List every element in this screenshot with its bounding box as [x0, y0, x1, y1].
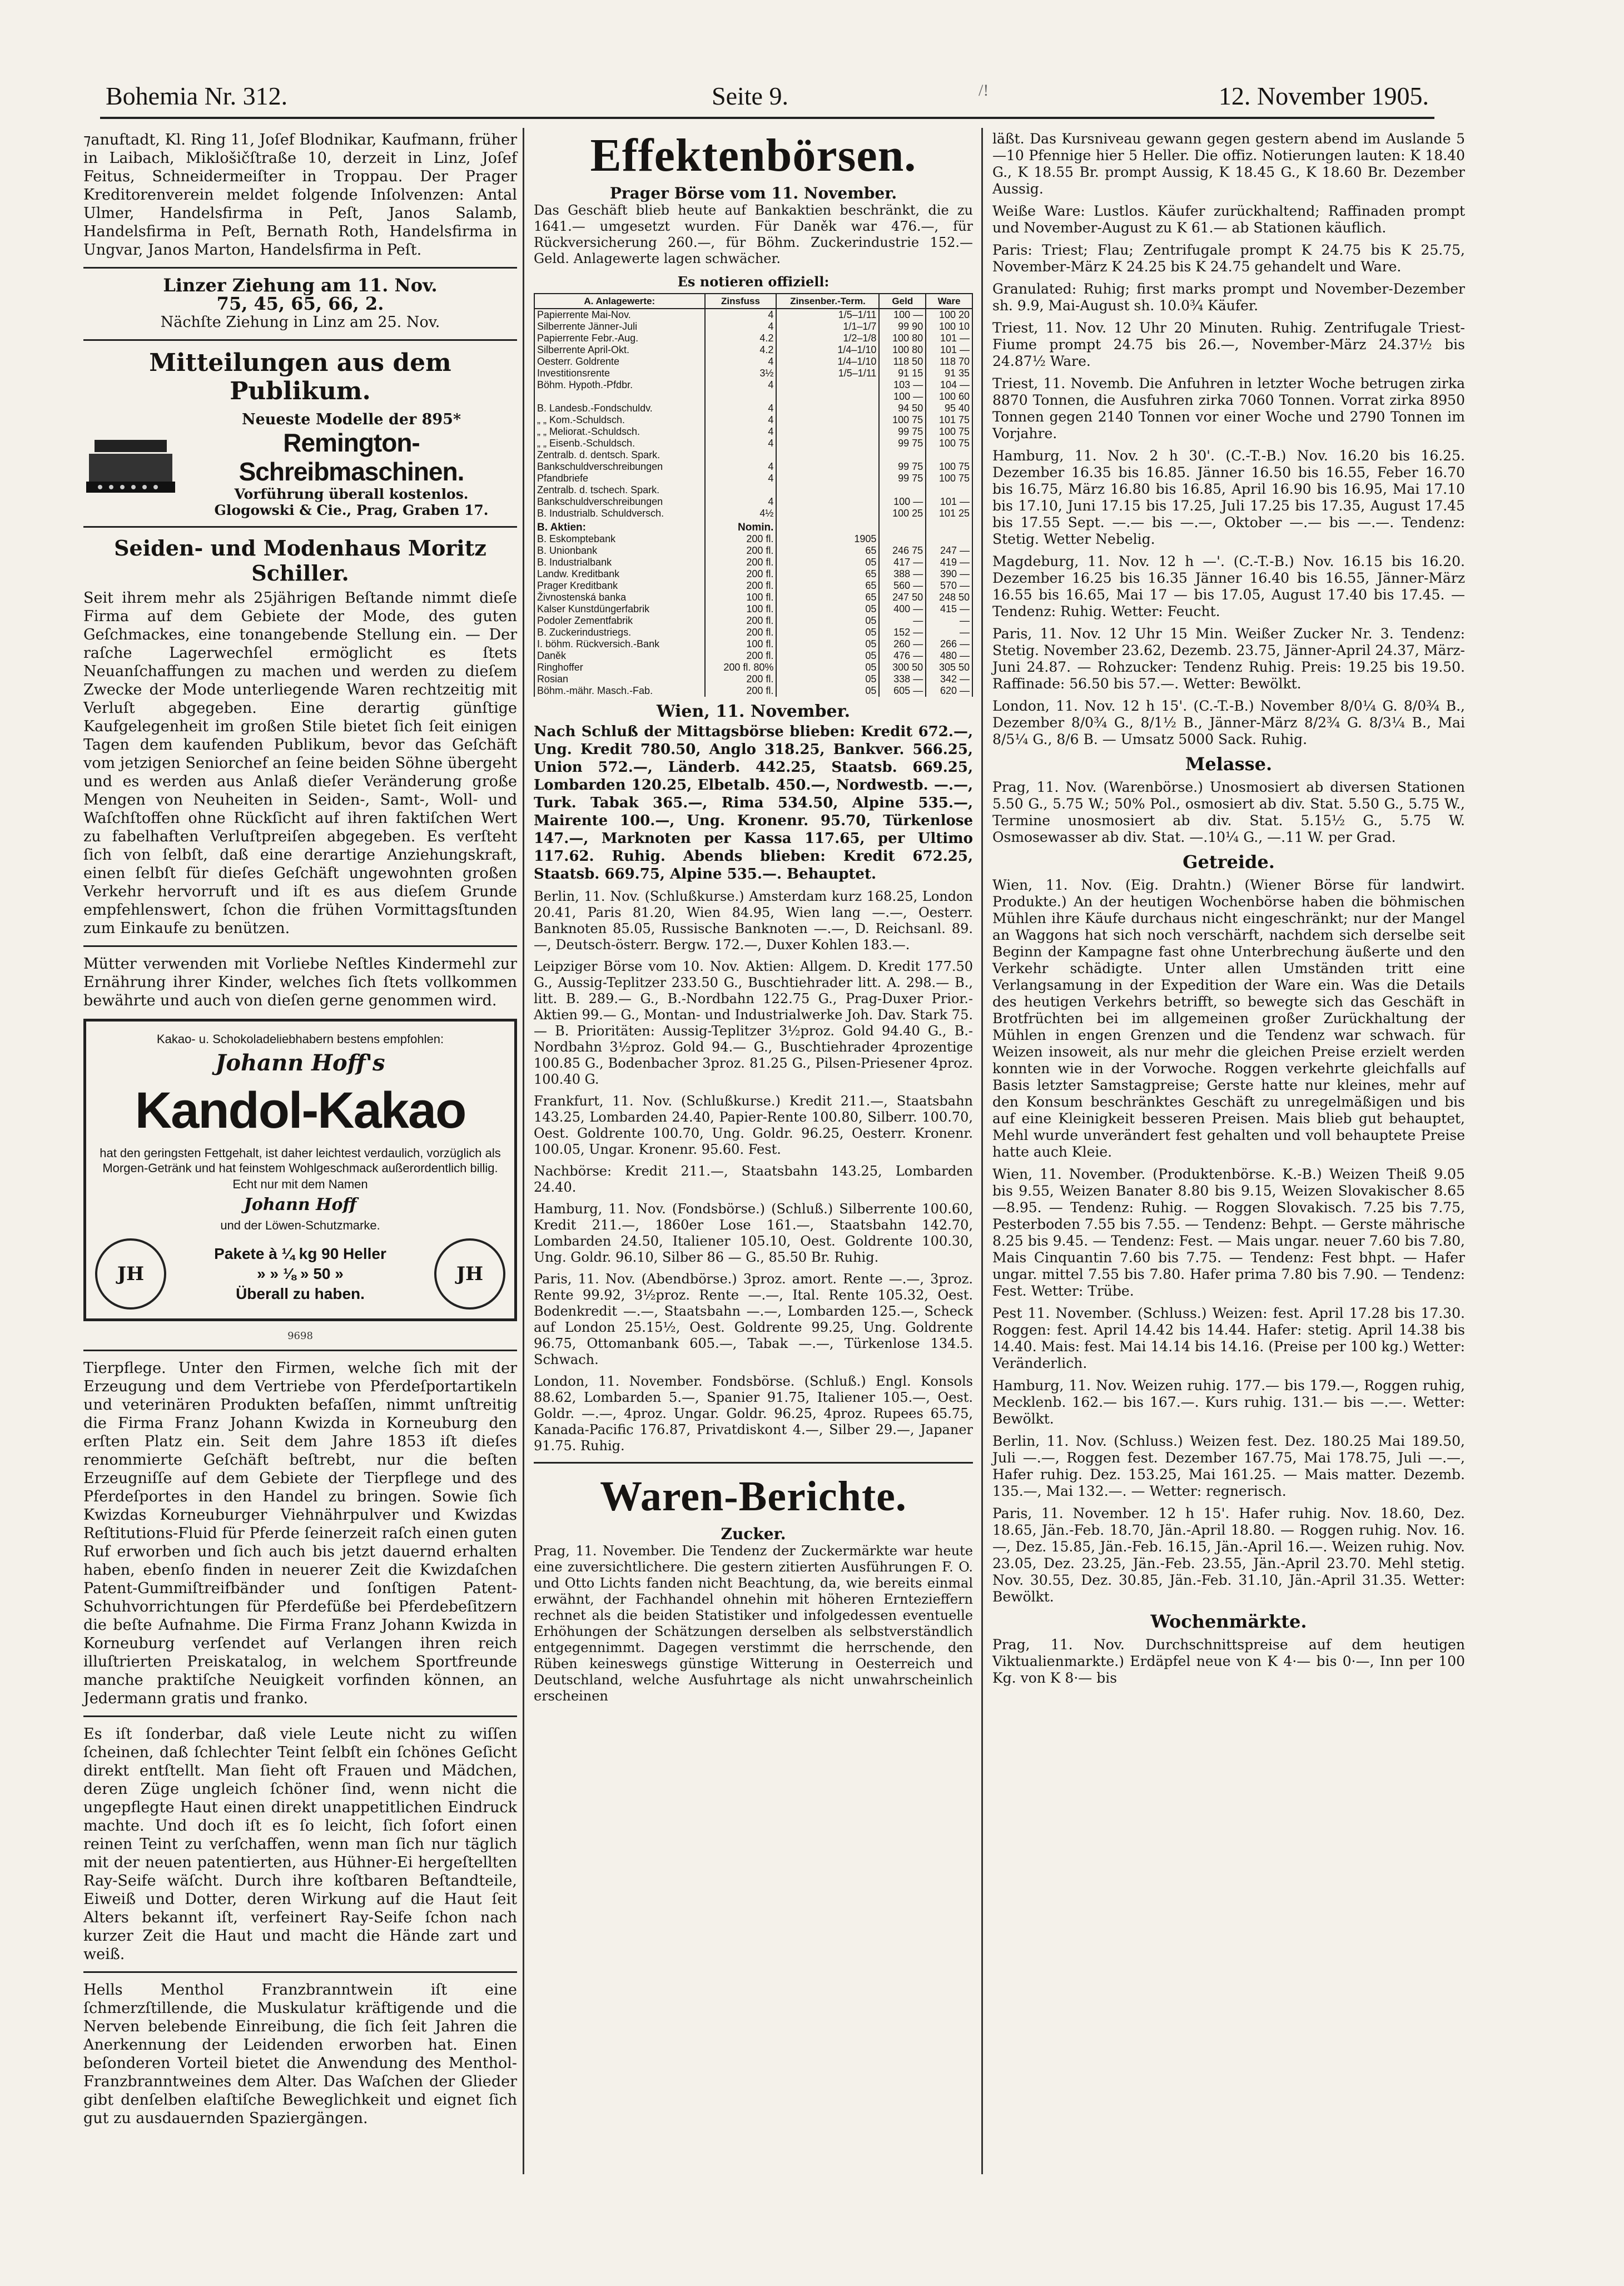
table-cell — [776, 508, 879, 519]
kandol-kakao-ad — [83, 1019, 517, 1321]
table-cell: B. Aktien: — [534, 519, 705, 533]
table-cell — [926, 449, 972, 461]
table-cell: Landw. Kreditbank — [534, 568, 705, 580]
column-middle — [534, 131, 973, 1710]
table-cell: 05 — [776, 638, 879, 650]
table-cell: 417 — — [879, 557, 926, 568]
table-row — [534, 473, 972, 484]
table-cell — [776, 379, 879, 391]
table-cell: — — [879, 615, 926, 627]
divider — [83, 526, 517, 528]
table-row — [534, 344, 972, 356]
seiden-text: Seit ihrem mehr als 25jährigen Beſtande nimmt dieſe Firma auf dem Gebiete der Mode, des guten Geſchmackes, eine tonangebende Stellung ein. — Der raſche Lagerwechſel ermöglicht es ſtets Neuanſchaffungen zu machen und werden zu dieſem Zwecke der Mode unterliegende Waren rechtzeitig mit Verluſt abgegeben. Eine derartig günſtige Kaufgelegenheit im großen Stile bietet ſich ſeit einigen Tagen dem kaufenden Publikum, bevor das Geſchäft vom jetzigen Seniorchef an ſeine beiden Söhne übergeht und es werden aus Anlaß dieſer Veränderung große Mengen von Neuheiten in Seiden-, Samt-, Woll- und Waſchſtoffen ohne Rückſicht auf ihren faktiſchen Wert zu fabelhaften Verluſtpreiſen abgegeben. Es verſteht ſich von ſelbſt, daß eine derartige Anziehungskraft, einen ſelbſt für dieſes Geſchäft ungewohnten großen Verkehr hervorruft und iſt es aus dieſem Grunde empfehlenswert, ſchon die frühen Vormittagsſtunden zum Einkaufe zu benützen. — [83, 589, 517, 937]
table-cell: Prager Kreditbank — [534, 580, 705, 592]
table-cell: Silberrente April-Okt. — [534, 344, 705, 356]
market-paragraph: Wien, 11. November. (Produktenbörse. K.-B.) Weizen Theiß 9.05 bis 9.55, Weizen Banater 8.80 bis 9.15, Weizen Slovakischer 8.65—8.95. — Tendenz: Ruhig. — Roggen Slovakisch. 7.25 bis 7.75, Pesterboden 7.55 bis 7.55. — Tendenz: Behpt. — Gerste mährische 8.25 bis 9.45. — Tendenz: Fest. — Mais ungar. neuer 7.60 bis 7.80, Mais Cinquantin 7.60 bis 7.75. — Tendenz: Fest bhpt. — Hafer ungar. mittel 7.55 bis 7.80. Hafer prima 7.80 bis 7.90. — Tendenz: Fest. Wetter: Trübe. — [992, 1166, 1465, 1299]
table-row — [534, 379, 972, 391]
table-row — [534, 461, 972, 473]
table-cell: 101 75 — [926, 414, 972, 426]
section-title-warenberichte: Waren-Berichte. — [600, 1473, 907, 1520]
exchange-intro: Das Geschäft blieb heute auf Bankaktien beschränkt, die zu 1641.— umgesetzt wurden. Für Daněk war 476.—, für Rückversicherung 260.—, für Böhm. Zuckerindustrie 152.— Geld. Anlagewerte lagen schwächer. — [534, 202, 973, 266]
table-cell: B. Zuckerindustriegs. — [534, 627, 705, 638]
page-header — [100, 78, 1434, 119]
table-cell — [776, 496, 879, 508]
table-cell: 94 50 — [879, 403, 926, 414]
table-cell: B. Eskomptebank — [534, 533, 705, 545]
table-cell: „ „ Kom.-Schuldsch. — [534, 414, 705, 426]
table-cell: 101 — — [926, 333, 972, 344]
header-paper-number: Bohemia Nr. 312. — [106, 82, 288, 110]
table-cell: B. Landesb.-Fondschuldv. — [534, 403, 705, 414]
table-cell: 95 40 — [926, 403, 972, 414]
table-cell: 200 fl. — [705, 685, 777, 697]
zucker-text: Prag, 11. November. Die Tendenz der Zuckermärkte war heute eine zuversichtlichere. Die gestern zitierten Ausführungen F. O. und Otto Lichts fanden nicht Beachtung, da, wie bereits einmal erwähnt, der Fachhandel ohnehin mit höheren Erntezieffern rechnet als die beiden Statistiker und infolgedessen eventuelle Erhöhungen der Schätzungen derselben als selbstverständlich entgegennimmt. Dagegen verstimmt die herrschende, den Rüben keineswegs günstige Witterung in Oesterreich und Deutschland, welche Ausfuhrtage als nicht unwahrscheinlich erscheinen — [534, 1543, 973, 1704]
market-paragraph: Prag, 11. Nov. Durchschnittspreise auf dem heutigen Viktualienmarkte.) Erdäpfel neue von K 4·— bis 0·—, Inn per 100 Kg. von K 8·— bis — [992, 1637, 1465, 1686]
ad-description: hat den geringsten Fettgehalt, ist daher leichtest verdaulich, vorzüglich als Morgen-Getränk und hat feinstem Wohlgeschmack außerordentlich billig. — [100, 1146, 501, 1175]
table-cell: 388 — — [879, 568, 926, 580]
ad-brand: Kandol-Kakao — [135, 1082, 466, 1139]
table-cell — [776, 391, 879, 403]
table-cell: 65 — [776, 580, 879, 592]
leipzig-text: Leipziger Börse vom 10. Nov. Aktien: Allgem. D. Kredit 177.50 G., Aussig-Teplitzer 233.50 G., Buschtiehrader litt. A. 298.— B., litt. B. 289.— G., B.-Nordbahn 122.75 G., Prag-Duxer Prior.-Aktien 99.— G., Montan- und Industrialwerke Joh. Dav. Stark 75.— B. Prioritäten: Aussig-Teplitzer 3½proz. Gold 94.40 G., B.-Nordbahn 3½proz. Gold 94.— G., Buschtiehrader 4prozentige 100.85 G., Bodenbacher 3proz. 81.25 G., Pilsen-Priesener 4proz. 100.40 G. — [534, 959, 973, 1087]
seiden-title: Seiden- und Modenhaus Moritz Schiller. — [114, 535, 486, 586]
ad-price-2: » » ⅛ » 50 » — [257, 1265, 344, 1282]
table-cell: 100 60 — [926, 391, 972, 403]
table-cell: 100 — — [879, 309, 926, 321]
market-paragraph: Wien, 11. Nov. (Eig. Drahtn.) (Wiener Börse für landwirt. Produkte.) An der heutigen Wochenbörse haben die böhmischen Mühlen ihre Käufe durchaus nicht eingeschränkt; nur der Mangel an Waggons hat sich noch verschärft, nachdem sich derselbe seit Beginn der Kampagne fast ohne Unterbrechung äußerte und den Verkehr schädigte. Unter allen Umständen tritt eine Verlangsamung in der Expedition der Ware ein. Was die Details des heutigen Verkehrs betrifft, so bewegte sich das Geschäft in Brotfrüchten bei im allgemeinen großer Zurückhaltung der Mühlen in engen Grenzen und die Tendenz war schwach. für Weizen insoweit, als nur mehr die gleichen Preise erzielt werden konnten wie in der Vorwoche. Roggen verkehrte gleichfalls auf Basis letzter Samstagpreise; Gerste hatte nur kleines, mehr auf den Konsum beschränktes Geschäft zu unregelmäßigen und bis auf eine Kleinigkeit besseren Preisen. Mais blieb gut behauptet, Mehl wurde unverändert fest gehalten und voll behauptete Preise hatte auch Kleie. — [992, 877, 1465, 1160]
zucker-heading: Zucker. — [721, 1525, 786, 1543]
table-cell: 05 — [776, 662, 879, 673]
table-cell — [926, 484, 972, 496]
table-cell: 200 fl. — [705, 557, 777, 568]
table-cell: 100 75 — [926, 473, 972, 484]
table-cell: 100 20 — [926, 309, 972, 321]
table-cell: 560 — — [879, 580, 926, 592]
table-cell: 338 — — [879, 673, 926, 685]
table-cell — [776, 426, 879, 438]
market-paragraph: Granulated: Ruhig; first marks prompt und November-Dezember sh. 9.9, Mai-August sh. 10.0¾ Käufer. — [992, 281, 1465, 314]
table-cell: 100 10 — [926, 321, 972, 333]
lottery-title: Linzer Ziehung am 11. Nov. — [163, 275, 438, 296]
table-cell: — — [926, 615, 972, 627]
table-cell: 91 15 — [879, 368, 926, 379]
table-cell — [879, 484, 926, 496]
table-cell: Investitionsrente — [534, 368, 705, 379]
table-cell: Bankschuldverschreibungen — [534, 496, 705, 508]
table-header: Ware — [926, 294, 972, 309]
table-cell: 100 75 — [879, 414, 926, 426]
table-row — [534, 662, 972, 673]
table-cell: 1/5–1/11 — [776, 368, 879, 379]
table-cell: 100 fl. — [705, 592, 777, 603]
table-cell: 200 fl. — [705, 568, 777, 580]
table-cell: 4 — [705, 438, 777, 449]
table-row — [534, 403, 972, 414]
table-cell: 247 — — [926, 545, 972, 557]
table-cell: 415 — — [926, 603, 972, 615]
table-row — [534, 484, 972, 496]
table-cell: 152 — — [879, 627, 926, 638]
table-row — [534, 580, 972, 592]
ad-price-1: Pakete à ¼ kg 90 Heller — [214, 1245, 386, 1262]
wochenmaerkte-heading: Wochenmärkte. — [1150, 1611, 1307, 1632]
table-row — [534, 321, 972, 333]
table-cell: 91 35 — [926, 368, 972, 379]
table-row — [534, 426, 972, 438]
table-cell: 480 — — [926, 650, 972, 662]
market-paragraph: London, 11. Nov. 12 h 15'. (C.-T.-B.) November 8/0¼ G. 8/0¾ B., Dezember 8/0¾ G., 8/1½ B., Jänner-März 8/2¾ G. 8/3¼ B., Mai 8/5¼ G., 8/6 B. — Umsatz 5000 Sack. Ruhig. — [992, 698, 1465, 747]
table-cell: 342 — — [926, 673, 972, 685]
ad-number: 9698 — [287, 1330, 313, 1342]
table-cell — [705, 449, 777, 461]
market-paragraph: Hamburg, 11. Nov. Weizen ruhig. 177.— bis 179.—, Roggen ruhig, Mecklenb. 162.— bis 167.—. Kurs ruhig. 131.— bis —.—. Wetter: Bewölkt. — [992, 1377, 1465, 1427]
table-cell — [926, 519, 972, 533]
table-cell — [534, 391, 705, 403]
table-cell: 100 — — [879, 496, 926, 508]
market-paragraph: Triest, 11. Novemb. Die Anfuhren in letzter Woche betrugen zirka 8870 Tonnen, die Ausfuhren zirka 7060 Tonnen. Vorrat zirka 8950 Tonnen gegen 2140 Tonnen vor einer Woche und 2790 Tonnen im Vorjahre. — [992, 375, 1465, 442]
table-cell: Pfandbriefe — [534, 473, 705, 484]
table-cell: 4.2 — [705, 344, 777, 356]
section-title-publikum: Mitteilungen aus dem Publikum. — [149, 349, 451, 405]
table-row — [534, 568, 972, 580]
table-row — [534, 592, 972, 603]
market-paragraph: Prag, 11. Nov. (Warenbörse.) Unosmosiert ab diversen Stationen 5.50 G., 5.75 W.; 50% Pol., osmosiert ab div. Stat. 5.50 G., 5.75 W., Termine unosmosiert ab div. Stat. 5.15½ G., 5.75 W. Osmosewasser ab div. Stat. —.10¼ G., —.11 W. per Grad. — [992, 779, 1465, 845]
table-cell: 4 — [705, 356, 777, 368]
table-cell: 200 fl. — [705, 533, 777, 545]
remington-line-3: Vorführung überall kostenlos. — [234, 486, 469, 502]
divider — [83, 267, 517, 269]
table-cell: 65 — [776, 592, 879, 603]
market-paragraph: Pest 11. November. (Schluss.) Weizen: fest. April 17.28 bis 17.30. Roggen: fest. April 14.42 bis 14.44. Hafer: stetig. April 14.38 bis 14.40. Mais: fest. Mai 14.14 bis 14.16. (Preise per 100 kg.) Wetter: Veränderlich. — [992, 1305, 1465, 1371]
table-cell: 390 — — [926, 568, 972, 580]
section-title-effektenboersen: Effektenbörsen. — [590, 130, 917, 181]
table-cell — [879, 519, 926, 533]
table-cell: 05 — [776, 673, 879, 685]
menthol-text: Hells Menthol Franzbranntwein iſt eine ſchmerzſtillende, die Muskulatur kräftigende und die Nerven belebende Einreibung, die ſich ſeit Jahren die Anerkennung der Leidenden erworben hat. Einen beſonderen Vorteil bietet die Anwendung des Menthol-Franzbranntweines dem Alter. Das Waſchen der Glieder gibt denſelben elaſtiſche Beweglichkeit und eignet ſich gut zu ausdauernden Spaziergängen. — [83, 1981, 517, 2127]
table-row — [534, 533, 972, 545]
table-cell: 1/4–1/10 — [776, 356, 879, 368]
market-paragraph: Triest, 11. Nov. 12 Uhr 20 Minuten. Ruhig. Zentrifugale Triest-Fiume prompt 24.75 bis 26.—, November-März 24.37½ bis 24.87½ Ware. — [992, 320, 1465, 369]
ad-trademark: und der Löwen-Schutzmarke. — [220, 1218, 380, 1232]
table-cell: 100 fl. — [705, 638, 777, 650]
table-row — [534, 627, 972, 638]
table-cell — [776, 414, 879, 426]
table-cell: 99 75 — [879, 473, 926, 484]
table-cell: 99 75 — [879, 426, 926, 438]
table-cell: Živnostenská banka — [534, 592, 705, 603]
table-cell — [705, 484, 777, 496]
table-cell: 4 — [705, 473, 777, 484]
table-row — [534, 368, 972, 379]
london-text: London, 11. November. Fondsbörse. (Schluß.) Engl. Konsols 88.62, Lombarden 5.—, Spanier 91.75, Italiener 105.—, Oest. Goldr. —.—, 4proz. Ungar. Goldr. 96.25, 4proz. Rupees 65.75, Kanada-Pacific 176.87, Privatdiskont 4.—, Silber 29.—, Japaner 91.75. Ruhig. — [534, 1373, 973, 1454]
table-row — [534, 356, 972, 368]
table-cell: 118 50 — [879, 356, 926, 368]
table-cell: 99 90 — [879, 321, 926, 333]
table-cell: 200 fl. 80% — [705, 662, 777, 673]
table-cell: Zentralb. d. dentsch. Spark. — [534, 449, 705, 461]
ad-line-1: Kakao- u. Schokoladeliebhabern bestens empfohlen: — [156, 1032, 444, 1046]
table-cell: Kalser Kunstdüngerfabrik — [534, 603, 705, 615]
table-cell: 4 — [705, 309, 777, 321]
table-cell: 605 — — [879, 685, 926, 697]
table-row — [534, 557, 972, 568]
table-row — [534, 449, 972, 461]
market-paragraph: Paris, 11. Nov. 12 Uhr 15 Min. Weißer Zucker Nr. 3. Tendenz: Stetig. November 23.62, Dezemb. 23.75, Jänner-April 24.37, März-Juni 24.87. — Rohzucker: Tendenz Ruhig. Preis: 19.25 bis 19.50. Raffinade: 56.50 bis 57.—. Wetter: Bewölkt. — [992, 626, 1465, 692]
berlin-text: Berlin, 11. Nov. (Schlußkurse.) Amsterdam kurz 168.25, London 20.41, Paris 81.20, Wien 84.95, Wien lang —.—, Oesterr. Banknoten 85.05, Russische Banknoten —.—, D. Reichsanl. 89.—, Deutsch-österr. Bergw. 172.—, Duxer Kohlen 183.—. — [534, 889, 973, 953]
table-row — [534, 673, 972, 685]
table-cell: Zentralb. d. tschech. Spark. — [534, 484, 705, 496]
ad-maker: Johann Hoff's — [215, 1050, 385, 1076]
table-row — [534, 650, 972, 662]
table-cell: 419 — — [926, 557, 972, 568]
table-cell: Papierrente Febr.-Aug. — [534, 333, 705, 344]
header-date: 12. November 1905. — [1218, 82, 1429, 110]
divider — [83, 1350, 517, 1351]
market-paragraph: Weiße Ware: Lustlos. Käufer zurückhaltend; Raffinaden prompt und November-August zu K 61.— ab Stationen käuflich. — [992, 203, 1465, 236]
table-cell: Bankschuldverschreibungen — [534, 461, 705, 473]
table-cell: 1/1–1/7 — [776, 321, 879, 333]
table-cell: 476 — — [879, 650, 926, 662]
table-header: Zinsenber.-Term. — [776, 294, 879, 309]
table-cell: 305 50 — [926, 662, 972, 673]
table-cell: 200 fl. — [705, 545, 777, 557]
divider — [83, 339, 517, 341]
nachboerse-text: Nachbörse: Kredit 211.—, Staatsbahn 143.25, Lombarden 24.40. — [534, 1163, 973, 1195]
table-header: Geld — [879, 294, 926, 309]
table-cell — [879, 533, 926, 545]
header-mark: /! — [979, 81, 989, 100]
table-cell: 570 — — [926, 580, 972, 592]
table-cell: 200 fl. — [705, 580, 777, 592]
remington-brand: Remington-Schreibmaschinen. — [239, 428, 464, 486]
market-paragraph: Berlin, 11. Nov. (Schluss.) Weizen fest. Dez. 180.25 Mai 189.50, Juli —.—, Roggen fest. Dezember 167.75, Mai 178.75, Juli —.—, Hafer ruhig. Dez. 153.25, Mai 161.25. — Mais matter. Dezemb. 135.—, Mai 132.—. — Wetter: regnerisch. — [992, 1433, 1465, 1499]
table-cell — [776, 449, 879, 461]
table-cell: 300 50 — [879, 662, 926, 673]
table-cell: 4 — [705, 426, 777, 438]
sonderbar-text: Es iſt ſonderbar, daß viele Leute nicht zu wiſſen ſcheinen, daß ſchlechter Teint ſelbſt ein ſchönes Geſicht direkt entſtellt. Man ſieht oft Frauen und Mädchen, deren Züge ungleich ſchöner ſind, wenn nicht die ungepflegte Haut einen direkt unappetitlichen Eindruck machte. Und doch iſt es ſo leicht, ſich ſofort einen reinen Teint zu verſchaffen, wenn man ſich nur täglich mit der neuen patentierten, aus Hühner-Ei hergeſtellten Ray-Seife wäſcht. Durch ihre koſtbaren Beſtandteile, Eiweiß und Dotter, deren Wirkung auf die Haut ſeit Alters bekannt iſt, verfeinert Ray-Seife ſchon nach kurzer Zeit die Haut und macht die Hände zart und weiß. — [83, 1725, 517, 1963]
ad-genuine: Echt nur mit dem Namen — [232, 1177, 368, 1191]
table-cell: 4.2 — [705, 333, 777, 344]
table-cell: 05 — [776, 615, 879, 627]
table-cell: 4 — [705, 461, 777, 473]
table-cell — [776, 473, 879, 484]
table-cell: 101 25 — [926, 508, 972, 519]
table-cell — [776, 461, 879, 473]
wien-text: Nach Schluß der Mittagsbörse blieben: Kredit 672.—, Ung. Kredit 780.50, Anglo 318.25, Bankver. 566.25, Union 572.—, Länderb. 442.25, Staatsb. 669.25, Lombarden 120.25, Elbetalb. 450.—, Nordwestb. —.—, Turk. Tabak 365.—, Rima 534.50, Alpine 535.—, Mairente 100.—, Ung. Kronenr. 95.70, Türkenlose 147.—, Marknoten per Kassa 117.65, per Ultimo 117.62. Ruhig. Abends blieben: Kredit 672.25, Staatsb. 669.75, Alpine 535.—. Behauptet. — [534, 723, 973, 882]
table-cell — [776, 403, 879, 414]
table-cell: 200 fl. — [705, 673, 777, 685]
table-cell: 100 25 — [879, 508, 926, 519]
table-cell: 65 — [776, 545, 879, 557]
table-cell: 103 — — [879, 379, 926, 391]
remington-ad — [83, 411, 517, 518]
table-cell — [776, 484, 879, 496]
table-cell: 05 — [776, 650, 879, 662]
quotes-table — [534, 293, 973, 697]
prague-exchange-subtitle: Prager Börse vom 11. November. — [609, 184, 897, 202]
melasse-heading: Melasse. — [1185, 753, 1273, 775]
frankfurt-text: Frankfurt, 11. Nov. (Schlußkurse.) Kredit 211.—, Staatsbahn 143.25, Lombarden 24.40, Papier-Rente 100.80, Silberr. 100.70, Oest. Goldrente 100.70, Ung. Goldr. 96.25, Oesterr. Kronenr. 100.05, Ungar. Kronenr. 95.60. Fest. — [534, 1093, 973, 1157]
table-cell: 100 — — [879, 391, 926, 403]
table-cell: 100 75 — [926, 426, 972, 438]
table-cell — [705, 391, 777, 403]
table-cell: 620 — — [926, 685, 972, 697]
table-cell: 1905 — [776, 533, 879, 545]
table-cell: Ringhoffer — [534, 662, 705, 673]
table-cell: 4 — [705, 414, 777, 426]
table-cell: Podoler Zementfabrik — [534, 615, 705, 627]
table-cell: 200 fl. — [705, 615, 777, 627]
tierpflege-text: Tierpflege. Unter den Firmen, welche ſich mit der Erzeugung und dem Vertriebe von Pferdeſportartikeln und veterinären Produkten befaſſen, nimmt unſtreitig die Firma Franz Johann Kwizda in Korneuburg den erſten Platz ein. Seit dem Jahre 1853 iſt dieſes renommierte Geſchäft beſtrebt, nur die beſten Erzeugniſſe auf dem Gebiete der Tierpflege und des Pferdeſportes in den Handel zu bringen. Sowie ſich Kwizdas Korneuburger Viehnährpulver und Kwizdas Reſtitutions-Fluid für Pferde ſeinerzeit raſch einen guten Ruf erworben und ſich auch bis jetzt dauernd erhalten haben, ebenſo finden in neuerer Zeit die Kwizdaſchen Patent-Gummiſtreifbänder und ſonſtigen Patent-Schuhvorrichtungen für Pferdefüße bei Pferdebeſitzern die beſte Aufnahme. Die Firma Franz Johann Kwizda in Korneuburg verſendet auf Verlangen ihren reich illuſtrierten Preiskatalog, in welchem Sportfreunde manche praktiſche Neuigkeit vorfinden können, an Jedermann gratis und franko. — [83, 1360, 517, 1707]
table-cell: 05 — [776, 627, 879, 638]
table-cell: 260 — — [879, 638, 926, 650]
table-cell — [879, 449, 926, 461]
column-rule — [523, 128, 524, 2174]
table-cell: 100 75 — [926, 438, 972, 449]
table-cell: 65 — [776, 568, 879, 580]
table-cell: 100 75 — [926, 461, 972, 473]
table-row — [534, 603, 972, 615]
table-cell — [776, 438, 879, 449]
table-cell: 99 75 — [879, 461, 926, 473]
table-cell: 1/5–1/11 — [776, 309, 879, 321]
wien-heading: Wien, 11. November. — [656, 702, 851, 721]
table-cell: „ „ Eisenb.-Schuldsch. — [534, 438, 705, 449]
getreide-heading: Getreide. — [1183, 851, 1275, 872]
table-cell: 248 50 — [926, 592, 972, 603]
table-cell: 118 70 — [926, 356, 972, 368]
ad-availability: Überall zu haben. — [236, 1285, 365, 1302]
market-paragraph: Hamburg, 11. Nov. 2 h 30'. (C.-T.-B.) Nov. 16.20 bis 16.25. Dezember 16.35 bis 16.85. Jänner 16.50 bis 16.55, Feber 16.70 bis 16.75, März 16.80 bis 16.85, April 16.90 bis 16.95, Mai 17.10 bis 17.10, Juni 17.15 bis 17.25, Juli 17.25 bis 17.35, August 17.45 bis 17.55 Sept. —.— bis —.—, Oktober —.— bis —.—. Tendenz: Stetig. Wetter Nebelig. — [992, 448, 1465, 547]
table-cell: Papierrente Mai-Nov. — [534, 309, 705, 321]
lion-seal-icon: JH — [95, 1238, 166, 1310]
header-page-number: Seite 9. — [712, 82, 788, 110]
table-row — [534, 638, 972, 650]
table-cell: 4 — [705, 379, 777, 391]
official-quotes-label: Es notieren offiziell: — [677, 274, 830, 290]
table-cell: 4 — [705, 403, 777, 414]
lottery-numbers: 75, 45, 65, 66, 2. — [216, 293, 384, 314]
table-row — [534, 545, 972, 557]
table-cell: 101 — — [926, 496, 972, 508]
table-row — [534, 496, 972, 508]
table-cell: 247 50 — [879, 592, 926, 603]
table-cell — [926, 533, 972, 545]
remington-address: Glogowski & Cie., Prag, Graben 17. — [214, 502, 489, 518]
table-row — [534, 391, 972, 403]
table-row — [534, 333, 972, 344]
table-cell: 4½ — [705, 508, 777, 519]
table-cell: 05 — [776, 557, 879, 568]
table-row — [534, 615, 972, 627]
table-cell: B. Unionbank — [534, 545, 705, 557]
table-cell: 3½ — [705, 368, 777, 379]
table-header: Zinsfuss — [705, 294, 777, 309]
paris-text: Paris, 11. Nov. (Abendbörse.) 3proz. amort. Rente —.—, 3proz. Rente 99.92, 3½proz. Rente —.—, Ital. Rente 105.32, Oest. Bodenkredit —.—, Staatsbahn —.—, Lombarden 125.—, Scheck auf London 25.15½, Oest. Goldrente 99.25, Ung. Goldrente 96.75, Ottomanbank 605.—, Tabak —.—, Türkenlose 134.5. Schwach. — [534, 1271, 973, 1367]
lion-seal-icon: JH — [434, 1238, 505, 1310]
table-row — [534, 309, 972, 321]
insolvency-notice: ⁊anuftadt, Kl. Ring 11, Joſef Blodnikar, Kaufmann, früher in Laibach, Miklošičſtraße 10, derzeit in Linz, Joſef Feitus, Schneidermeiſter in Troppau. Der Prager Kreditorenverein meldet folgende Inſolvenzen: Antal Ulmer, Handelsfirma in Peſt, Janos Salamb, Handelsfirma in Peſt, Bernath Roth, Handelsfirma in Ungvar, Janos Marton, Handelsfirma in Peſt. — [83, 131, 517, 259]
market-paragraph: Magdeburg, 11. Nov. 12 h —'. (C.-T.-B.) Nov. 16.15 bis 16.20. Dezember 16.25 bis 16.35 Jänner 16.40 bis 16.55, Jänner-März 16.55 bis 16.65, Mai 17 — bis 17.05, August 17.40 bis 17.45. — Tendenz: Ruhig. Wetter: Feucht. — [992, 553, 1465, 619]
ad-name-repeat: Johann Hoff — [244, 1195, 357, 1214]
column-right — [992, 131, 1465, 1692]
table-cell: Böhm.-mähr. Masch.-Fab. — [534, 685, 705, 697]
divider — [83, 1715, 517, 1717]
hamburg-text: Hamburg, 11. Nov. (Fondsbörse.) (Schluß.) Silberrente 100.60, Kredit 211.—, 1860er Lose 161.—, Staatsbahn 142.70, Lombarden 24.50, Italiener 105.10, Oest. Goldrente 100.30, Ung. Goldr. 96.10, Silber 86 — G., 85.50 Br. Ruhig. — [534, 1201, 973, 1265]
table-header: A. Anlagewerte: — [534, 294, 705, 309]
muetter-text: Mütter verwenden mit Vorliebe Neſtles Kindermehl zur Ernährung ihrer Kinder, welches ſich ſtets vollkommen bewährte und auch von dieſen gerne genommen wird. — [83, 955, 517, 1009]
table-cell: — — [926, 627, 972, 638]
table-row — [534, 414, 972, 426]
column-left — [83, 131, 517, 2133]
table-cell — [776, 519, 879, 533]
table-cell: Böhm. Hypoth.-Pfdbr. — [534, 379, 705, 391]
table-cell: 200 fl. — [705, 627, 777, 638]
table-cell: 200 fl. — [705, 650, 777, 662]
table-cell: Silberrente Jänner-Juli — [534, 321, 705, 333]
table-cell: Nomin. — [705, 519, 777, 533]
table-cell: 100 fl. — [705, 603, 777, 615]
table-cell: 99 75 — [879, 438, 926, 449]
table-cell: 104 — — [926, 379, 972, 391]
table-row — [534, 438, 972, 449]
divider — [83, 1971, 517, 1973]
table-cell: 4 — [705, 321, 777, 333]
table-cell: B. Industrialbank — [534, 557, 705, 568]
table-cell: 1/2–1/8 — [776, 333, 879, 344]
table-cell: B. Industrialb. Schuldversch. — [534, 508, 705, 519]
table-cell: Rosian — [534, 673, 705, 685]
market-paragraph: Paris: Triest; Flau; Zentrifugale prompt K 24.75 bis K 25.75, November-März K 24.25 bis K 24.75 gehandelt und Ware. — [992, 242, 1465, 275]
table-cell: I. böhm. Rückversich.-Bank — [534, 638, 705, 650]
table-cell: „ „ Meliorat.-Schuldsch. — [534, 426, 705, 438]
table-row — [534, 508, 972, 519]
table-row — [534, 685, 972, 697]
table-cell: 05 — [776, 603, 879, 615]
table-cell: 1/4–1/10 — [776, 344, 879, 356]
table-cell: 100 80 — [879, 344, 926, 356]
market-paragraph: Paris, 11. November. 12 h 15'. Hafer ruhig. Nov. 18.60, Dez. 18.65, Jän.-Feb. 18.70, Jän.-April 18.80. — Roggen ruhig. Nov. 16.—, Dez. 15.85, Jän.-Feb. 16.15, Jän.-April 16.—. Weizen ruhig. Nov. 23.05, Dez. 23.25, Jän.-Feb. 23.55, Jän.-April 23.70. Mehl stetig. Nov. 30.55, Dez. 30.85, Jän.-Feb. 31.10, Jän.-April 31.35. Wetter: Bewölkt. — [992, 1505, 1465, 1605]
market-paragraph: läßt. Das Kursniveau gewann gegen gestern abend im Auslande 5—10 Pfennige hier 5 Heller. Die offiz. Notierungen lauten: K 18.40 G., K 18.55 Br. prompt Aussig, K 18.45 G., K 18.60 Br. Dezember Aussig. — [992, 131, 1465, 197]
table-cell: Oesterr. Goldrente — [534, 356, 705, 368]
table-cell: 05 — [776, 685, 879, 697]
divider — [83, 945, 517, 947]
table-cell: Daněk — [534, 650, 705, 662]
table-cell: 246 75 — [879, 545, 926, 557]
column-rule — [981, 128, 983, 2174]
table-cell: 400 — — [879, 603, 926, 615]
remington-line-1: Neueste Modelle der 895* — [241, 411, 461, 428]
table-cell: 101 — — [926, 344, 972, 356]
lottery-next: Nächſte Ziehung in Linz am 25. Nov. — [160, 314, 440, 331]
table-cell: 266 — — [926, 638, 972, 650]
table-cell: 4 — [705, 496, 777, 508]
table-row — [534, 519, 972, 533]
divider — [534, 1462, 973, 1464]
typewriter-icon — [83, 432, 178, 498]
table-cell: 100 80 — [879, 333, 926, 344]
